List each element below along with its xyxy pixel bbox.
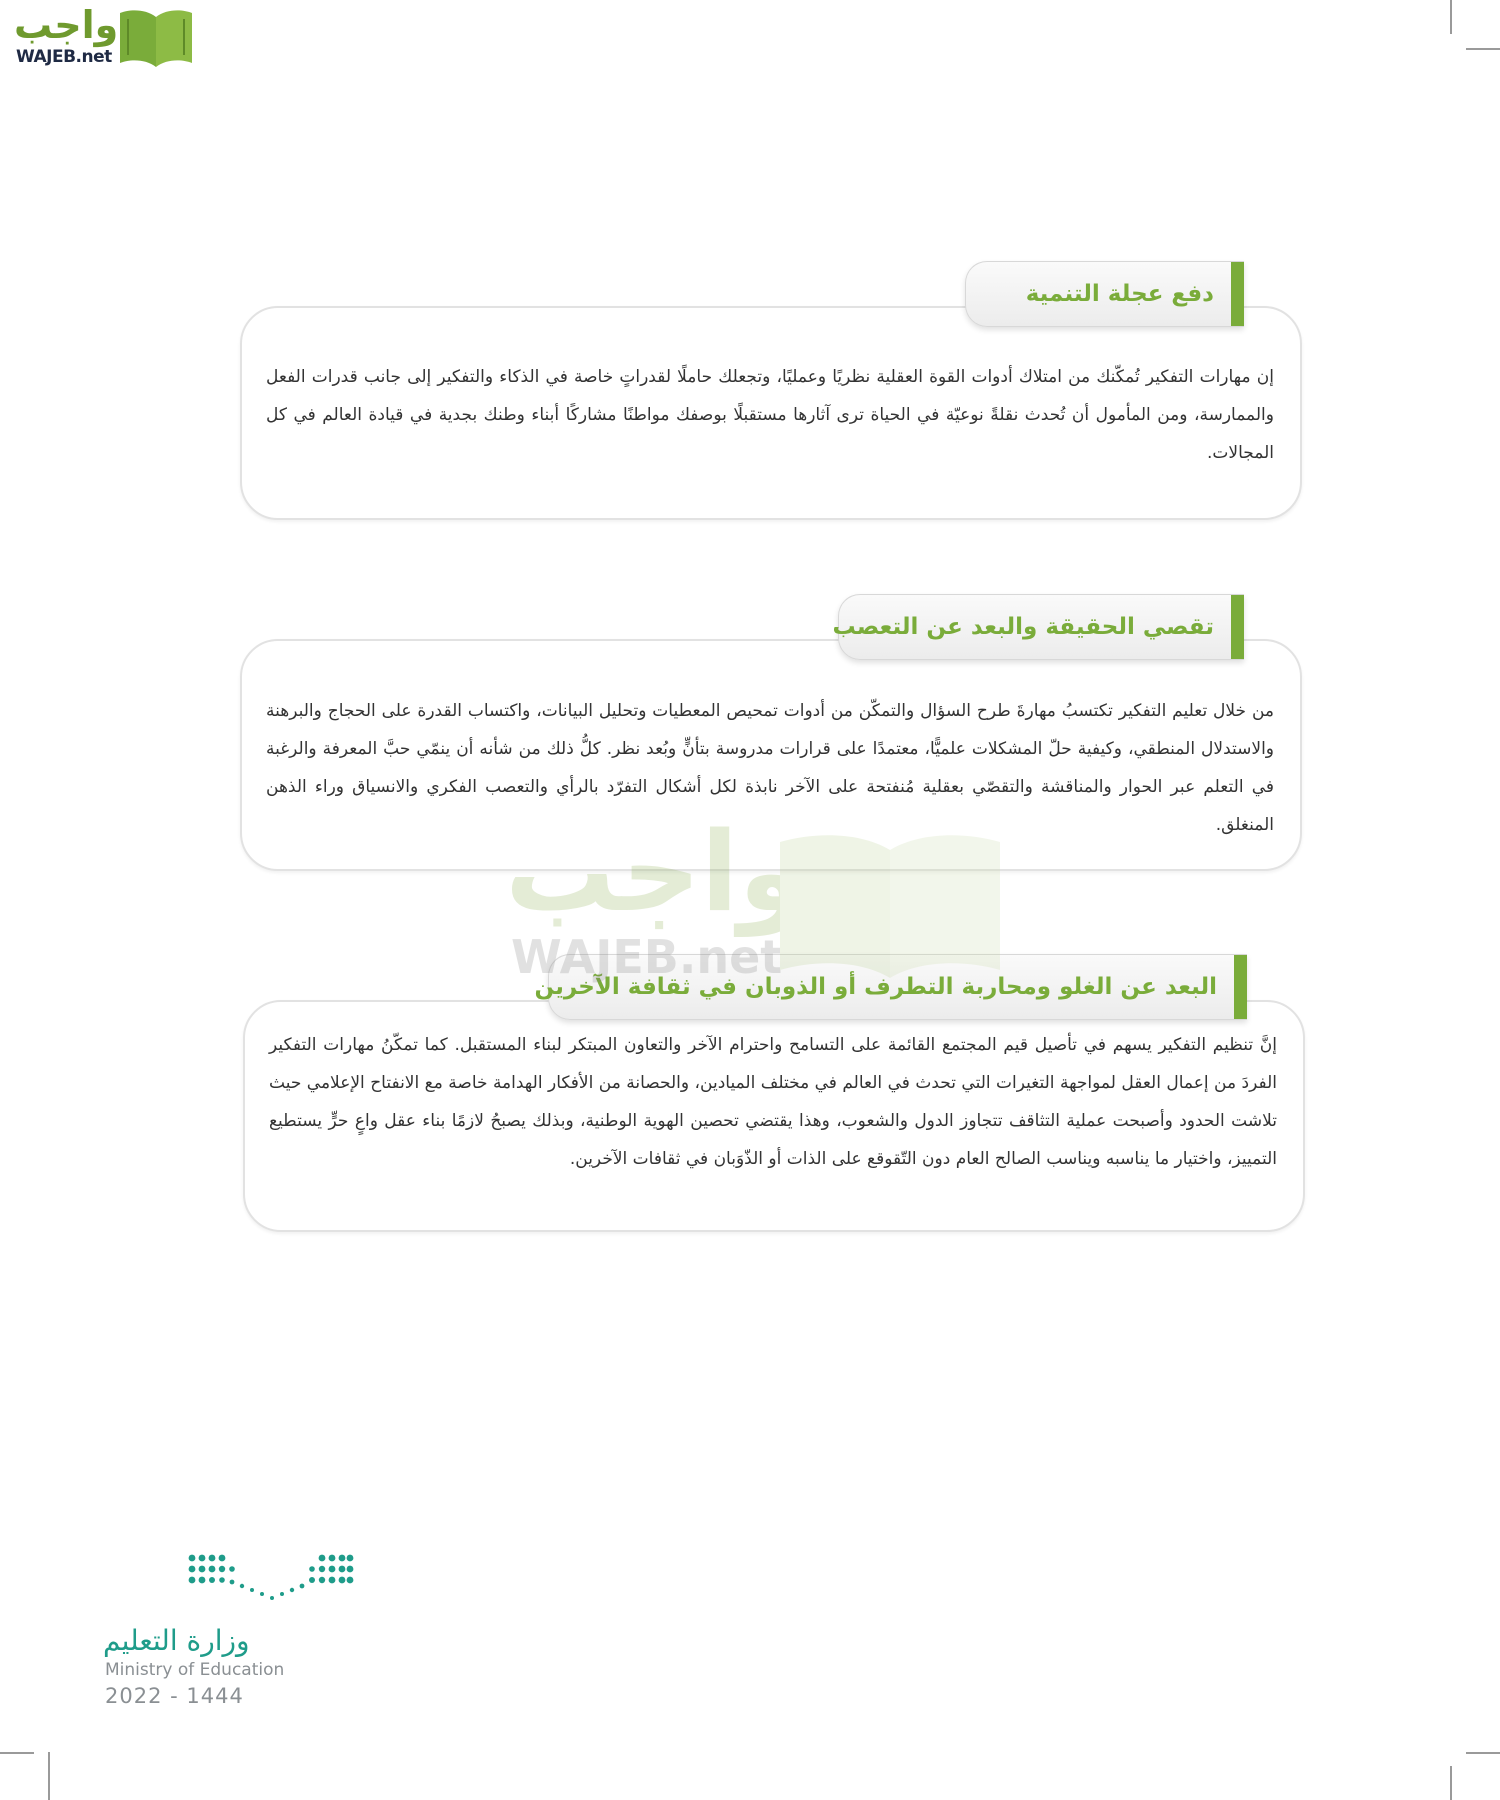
wajeb-logo[interactable] [10,5,192,71]
logo-latin: WAJEB.net [16,47,112,67]
ministry-name-ar: وزارة التعليم [103,1624,250,1657]
section-text: من خلال تعليم التفكير تكتسبُ مهارةَ طرح السؤال والتمكّن من أدوات تمحيص المعطيات وتحليل البيانات، واكتساب القدرة على الحجاج والبرهنة والاستدلال المنطقي، وكيفية حلّ المشكلات علميًّا، معتمدًا على قرارات مدروسة بتأنٍّ وبُعد نظر. كلُّ ذلك من شأنه أن ينمّي حبَّ المعرفة والرغبة في التعلم عبر الحوار والمناقشة والتقصّي بعقلية مُنفتحة على الآخر نابذة لكل أشكال التفرّد بالرأي والتعصب الفكري والانسياق وراء الذهن المنغلق. [266,701,1274,835]
crop-mark [1450,0,1452,34]
crop-mark [48,1752,50,1800]
crop-mark [1466,48,1500,50]
section-development [240,256,1302,526]
section-title-tab [965,261,1244,327]
crop-mark [1450,1766,1452,1800]
accent-bar [1231,595,1244,659]
watermark-latin: WAJEB.net [511,930,783,984]
book-icon [116,7,196,69]
section-text: إن مهارات التفكير تُمكّنك من امتلاك أدوات القوة العقلية نظريًا وعمليًا، وتجعلك حاملًا لقدراتٍ خاصة في الذكاء والتفكير إلى جانب قدرات الفعل والممارسة، ومن المأمول أن تُحدث نقلةً نوعيّة في الحياة ترى آثارها مستقبلًا بوصفك مواطنًا مشاركًا أبناء وطنك بجدية في قيادة العالم في كل المجالات. [266,367,1274,463]
section-title: تقصي الحقيقة والبعد عن التعصب [832,614,1214,640]
ministry-dots-icon [186,1552,356,1608]
section-moderation [243,950,1305,1235]
section-title: البعد عن الغلو ومحاربة التطرف أو الذوبان في ثقافة الآخرين [534,974,1217,1000]
accent-bar [1231,262,1244,326]
crop-mark [0,1752,34,1754]
section-title: دفع عجلة التنمية [1025,281,1214,307]
section-title-tab [832,594,1244,660]
section-text: إنَّ تنظيم التفكير يسهم في تأصيل قيم المجتمع القائمة على التسامح واحترام الآخر والتعاون المبتكر لبناء المستقبل. كما تمكّنُ مهارات التفكير الفردَ من إعمال العقل لمواجهة التغيرات التي تحدث في العالم في مختلف الميادين، والحصانة من الأفكار الهدامة خاصة مع الانفتاح الإعلامي حيث تلاشت الحدود وأصبحت عملية التثاقف تتجاوز الدول والشعوب، وهذا يقتضي تحصين الهوية الوطنية، وبذلك يصبحُ لازمًا بناء عقل واعٍ حرٍّ يستطيع التمييز، واختيار ما يناسبه ويناسب الصالح العام دون التّقوقع على الذات أو الذّوَبان في ثقافات الآخرين. [269,1035,1277,1169]
logo-word: واجب [14,3,119,47]
watermark-word: واجب [505,808,807,936]
accent-bar [1234,955,1247,1019]
ministry-name-en: Ministry of Education [105,1660,285,1680]
edition-year: 2022 - 1444 [105,1684,244,1708]
section-truth-seeking [240,589,1302,874]
crop-mark [1466,1752,1500,1754]
